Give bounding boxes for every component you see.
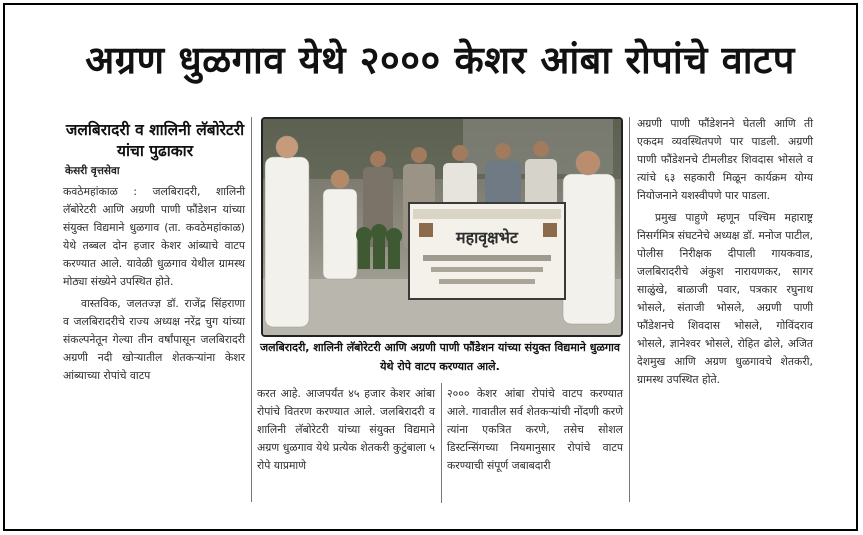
column-2 <box>257 385 435 475</box>
clipping-frame <box>3 3 858 531</box>
photo-caption: जलबिरादरी, शालिनी लॅबोरेटरी आणि अग्रणी पाणी फौंडेशन यांच्या संयुक्त विद्यमाने धुळगाव येथे रोपे वाटप करण्यात आले. <box>260 341 620 373</box>
column-divider-3 <box>441 383 442 503</box>
column-3-text: २००० केशर आंबा रोपांचे वाटप करण्यात आले. गावातील सर्व शेतकऱ्यांची नोंदणी करणे त्यांना एकत्रित करणे, तसेच सोशल डिस्टन्सिंगच्या नियमानुसार रोपांचे वाटप करण्याची संपूर्ण जबाबदारी <box>447 387 623 472</box>
subheadline: जलबिरादरी व शालिनी लॅबोरेटरी यांचा पुढाकार <box>65 121 245 160</box>
banner <box>409 203 565 299</box>
photo-scene <box>263 119 621 335</box>
banner-text: महावृक्षभेट <box>456 228 518 247</box>
column-1-para-2: वास्तविक, जलतज्ज्ञ डॉ. राजेंद्र सिंहराणा व जलबिरादरीचे राज्य अध्यक्ष नरेंद्र चुग यांच्या संकल्पनेतून गेल्या तीन वर्षांपासून जलबिरादरी अग्रणी नदी खोऱ्यातील शेतकऱ्यांना केशर आंब्याच्या रोपांचे वाटप <box>63 297 245 382</box>
headline: अग्रण धुळगाव येथे २००० केशर आंबा रोपांचे वाटप <box>85 38 795 82</box>
column-1-para-1: कवठेमहांकाळ : जलबिरादरी, शालिनी लॅबोरेटरी आणि अग्रणी पाणी फौंडेशन यांच्या संयुक्त विद्यमाने धुळगाव (ता. कवठेमहांकाळ) येथे तब्बल दोन हजार केशर आंब्याचे वाटप करण्यात आले. यावेळी धुळगाव येथील ग्रामस्थ मोठ्या संख्येने उपस्थित होते. <box>63 185 245 288</box>
column-4-para-1: अग्रणी पाणी फौंडेशनने घेतली आणि ती एकदम व्यवस्थितपणे पार पाडली. अग्रणी पाणी फौंडेशनचे टीमलीडर शिवदास भोसले व त्यांचे ६३ सहकारी मिळून कार्यक्रम योग्य नियोजनाने यशस्वीपणे पार पाडला. <box>637 117 813 202</box>
byline: केसरी वृत्तसेवा <box>65 165 120 177</box>
column-4-para-2: प्रमुख पाहुणे म्हणून पश्चिम महाराष्ट्र निसर्गमित्र संघटनेचे अध्यक्ष डॉ. मनोज पाटील, पोलीस निरीक्षक दीपाली गायकवाड, जलबिरादरीचे अंकुश नारायणकर, सागर साळुंखे, बाळाजी पवार, पत्रकार रघुनाथ भोसले, संताजी भोसले, अग्रणी पाणी फौंडेशनचे शिवदास भोसले, गोविंदराव भोसले, ज्ञानेश्वर भोसले, रोहित ढोले, अजित देशमुख आणि अग्रण धुळगावचे शेतकरी, ग्रामस्थ उपस्थित होते. <box>637 211 813 386</box>
news-photo <box>261 117 623 337</box>
column-1 <box>63 183 245 385</box>
column-3 <box>447 385 623 475</box>
column-divider-2 <box>629 117 630 502</box>
column-divider-1 <box>251 117 252 502</box>
column-4 <box>637 115 813 389</box>
column-2-text: करत आहे. आजपर्यंत ४५ हजार केशर आंबा रोपांचे वितरण करण्यात आले. जलबिरादरी व शालिनी लॅबोरेटरी यांच्या संयुक्त विद्यमाने अग्रण धुळगाव येथे प्रत्येक शेतकरी कुटुंबाला ५ रोपे याप्रमाणे <box>257 387 435 472</box>
